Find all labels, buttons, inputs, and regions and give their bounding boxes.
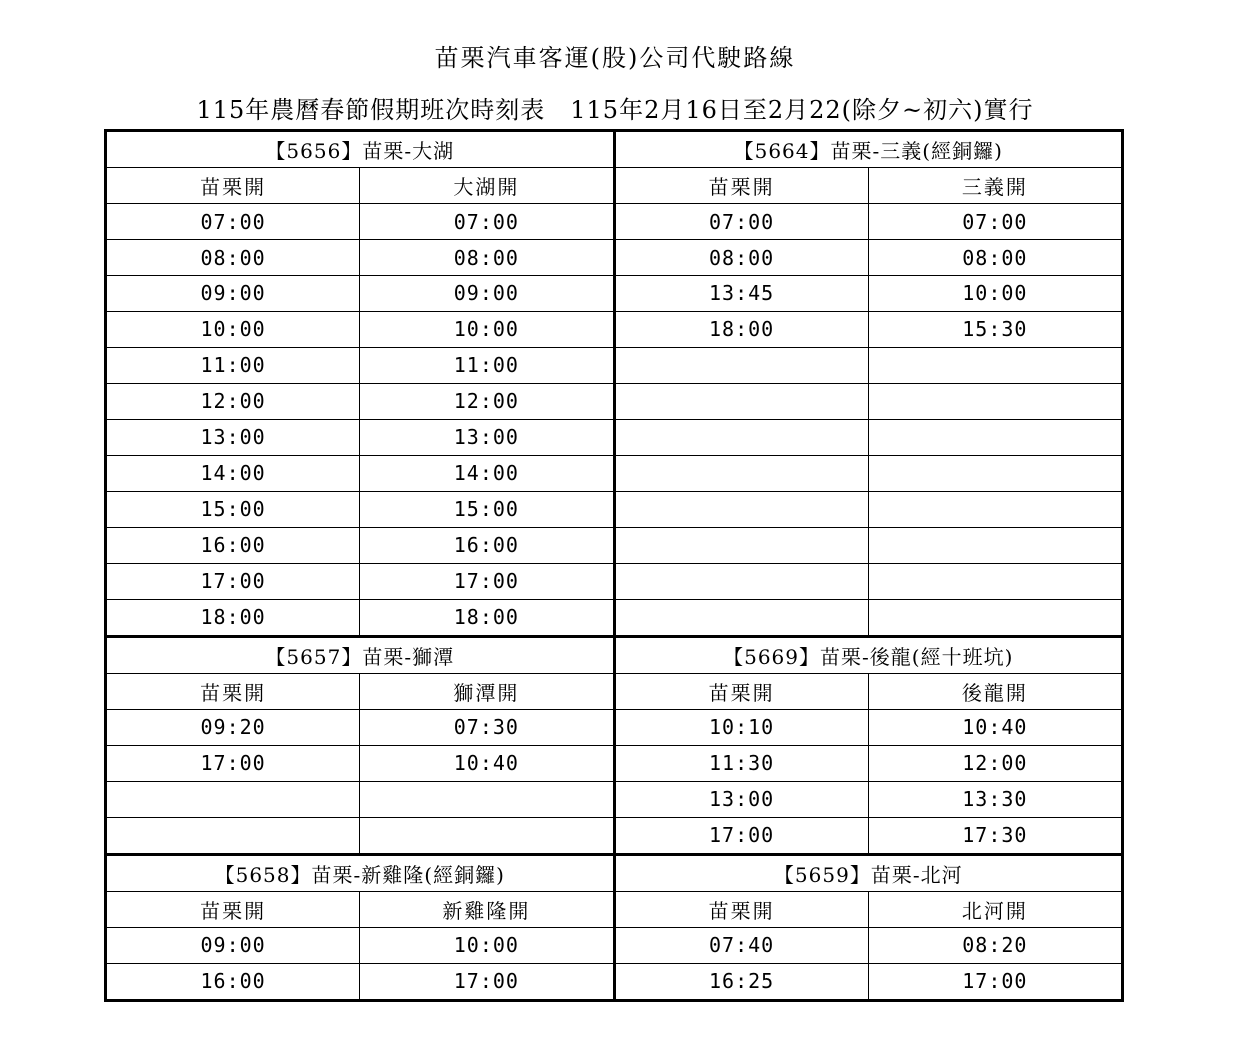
time-cell: 12:00: [868, 745, 1122, 781]
time-cell: 18:00: [360, 599, 614, 636]
table-row: [106, 709, 1123, 745]
table-row: [106, 204, 1123, 240]
time-cell: 10:10: [614, 709, 868, 745]
time-cell: 15:00: [360, 491, 614, 527]
time-cell: 16:00: [106, 963, 360, 1000]
table-row: [106, 527, 1123, 563]
route-title-left: 【5657】苗栗-獅潭: [106, 636, 615, 673]
route-title-left: 【5656】苗栗-大湖: [106, 131, 615, 168]
time-cell: 07:00: [360, 204, 614, 240]
time-cell: [360, 781, 614, 817]
time-cell: 10:00: [360, 311, 614, 347]
time-cell: 16:00: [106, 527, 360, 563]
column-header-right-col2: 北河開: [868, 891, 1122, 927]
table-row: [106, 963, 1123, 1000]
column-header-left-col2: 大湖開: [360, 168, 614, 204]
time-cell: 17:00: [106, 745, 360, 781]
table-row: [106, 419, 1123, 455]
table-row: [106, 240, 1123, 276]
time-cell: 12:00: [106, 383, 360, 419]
column-header-right-col2: 後龍開: [868, 673, 1122, 709]
time-cell: 13:30: [868, 781, 1122, 817]
table-row: [106, 781, 1123, 817]
column-header-row: [106, 891, 1123, 927]
time-cell: [868, 347, 1122, 383]
time-cell: 10:40: [360, 745, 614, 781]
column-header-left-col1: 苗栗開: [106, 891, 360, 927]
time-cell: 17:00: [868, 963, 1122, 1000]
time-cell: 09:00: [106, 275, 360, 311]
time-cell: 18:00: [614, 311, 868, 347]
table-row: [106, 491, 1123, 527]
time-cell: 07:40: [614, 927, 868, 963]
column-header-left-col1: 苗栗開: [106, 168, 360, 204]
time-cell: 12:00: [360, 383, 614, 419]
route-title-right: 【5664】苗栗-三義(經銅鑼): [614, 131, 1123, 168]
time-cell: 08:00: [106, 240, 360, 276]
table-row: [106, 563, 1123, 599]
time-cell: 17:00: [360, 963, 614, 1000]
time-cell: 10:00: [106, 311, 360, 347]
time-cell: [614, 599, 868, 636]
time-cell: 07:30: [360, 709, 614, 745]
column-header-left-col1: 苗栗開: [106, 673, 360, 709]
table-row: [106, 275, 1123, 311]
table-row: [106, 745, 1123, 781]
time-cell: 11:00: [360, 347, 614, 383]
time-cell: 13:00: [360, 419, 614, 455]
route-title-right: 【5659】苗栗-北河: [614, 854, 1123, 891]
time-cell: 13:00: [614, 781, 868, 817]
time-cell: 11:30: [614, 745, 868, 781]
column-header-left-col2: 獅潭開: [360, 673, 614, 709]
time-cell: 07:00: [614, 204, 868, 240]
time-cell: 09:00: [106, 927, 360, 963]
time-cell: [614, 563, 868, 599]
route-header-row: [106, 854, 1123, 891]
time-cell: [868, 419, 1122, 455]
time-cell: [868, 563, 1122, 599]
column-header-right-col1: 苗栗開: [614, 168, 868, 204]
time-cell: 09:00: [360, 275, 614, 311]
time-cell: [868, 455, 1122, 491]
time-cell: [614, 455, 868, 491]
time-cell: 14:00: [360, 455, 614, 491]
time-cell: 08:00: [868, 240, 1122, 276]
time-cell: 10:00: [868, 275, 1122, 311]
time-cell: [614, 419, 868, 455]
time-cell: 17:30: [868, 817, 1122, 854]
time-cell: [868, 383, 1122, 419]
time-cell: 11:00: [106, 347, 360, 383]
document-title: 苗栗汽車客運(股)公司代駛路線: [434, 44, 796, 72]
time-cell: 16:25: [614, 963, 868, 1000]
time-cell: 09:20: [106, 709, 360, 745]
table-row: [106, 383, 1123, 419]
time-cell: [614, 347, 868, 383]
time-cell: [614, 527, 868, 563]
column-header-right-col1: 苗栗開: [614, 673, 868, 709]
table-row: [106, 347, 1123, 383]
route-title-right: 【5669】苗栗-後龍(經十班坑): [614, 636, 1123, 673]
time-cell: 13:00: [106, 419, 360, 455]
column-header-right-col2: 三義開: [868, 168, 1122, 204]
time-cell: 17:00: [360, 563, 614, 599]
time-cell: 07:00: [106, 204, 360, 240]
route-title-left: 【5658】苗栗-新雞隆(經銅鑼): [106, 854, 615, 891]
timetable: [104, 129, 1124, 1002]
time-cell: 17:00: [106, 563, 360, 599]
column-header-right-col1: 苗栗開: [614, 891, 868, 927]
time-cell: 10:00: [360, 927, 614, 963]
time-cell: [106, 817, 360, 854]
time-cell: 08:00: [614, 240, 868, 276]
column-header-row: [106, 673, 1123, 709]
time-cell: 08:20: [868, 927, 1122, 963]
time-cell: 08:00: [360, 240, 614, 276]
time-cell: 13:45: [614, 275, 868, 311]
table-row: [106, 927, 1123, 963]
route-header-row: [106, 636, 1123, 673]
document-subtitle: 115年農曆春節假期班次時刻表 115年2月16日至2月22(除夕~初六)實行: [196, 96, 1034, 124]
time-cell: 16:00: [360, 527, 614, 563]
timetable-body: [106, 131, 1123, 1001]
time-cell: 15:00: [106, 491, 360, 527]
time-cell: 10:40: [868, 709, 1122, 745]
route-header-row: [106, 131, 1123, 168]
table-row: [106, 311, 1123, 347]
table-row: [106, 599, 1123, 636]
time-cell: [614, 491, 868, 527]
column-header-row: [106, 168, 1123, 204]
time-cell: 07:00: [868, 204, 1122, 240]
time-cell: [868, 491, 1122, 527]
time-cell: 17:00: [614, 817, 868, 854]
time-cell: [868, 527, 1122, 563]
time-cell: [868, 599, 1122, 636]
column-header-left-col2: 新雞隆開: [360, 891, 614, 927]
table-row: [106, 817, 1123, 854]
time-cell: [106, 781, 360, 817]
time-cell: 18:00: [106, 599, 360, 636]
time-cell: [360, 817, 614, 854]
table-row: [106, 455, 1123, 491]
time-cell: [614, 383, 868, 419]
time-cell: 15:30: [868, 311, 1122, 347]
time-cell: 14:00: [106, 455, 360, 491]
